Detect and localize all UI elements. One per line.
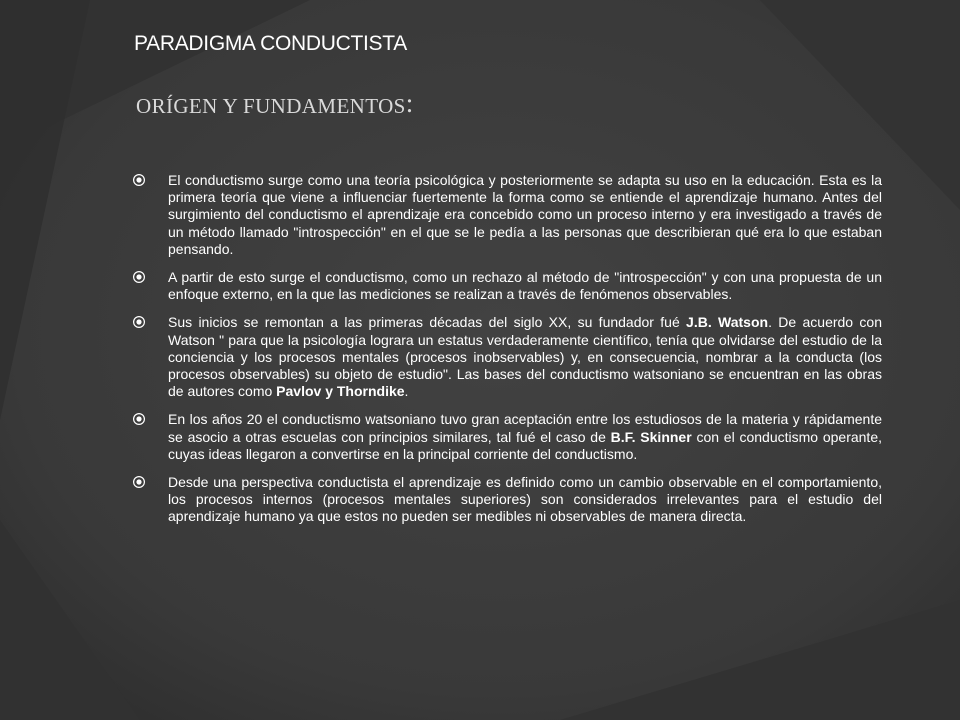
circle-bullet-icon: [132, 173, 146, 187]
bullet-item-5: [132, 474, 882, 526]
circle-bullet-icon: [132, 315, 146, 329]
bullet-text: .: [404, 383, 409, 400]
subtitle-text: ORÍGEN Y FUNDAMENTOS: [136, 94, 406, 118]
bullet-text: A partir de esto surge el conductismo, como un rechazo al método de "introspección" y con una propuesta de un enfoque externo, en la que las mediciones se realizan a través de fenómenos observables.: [168, 269, 882, 303]
circle-bullet-icon: [132, 270, 146, 284]
slide-title: PARADIGMA CONDUCTISTA: [134, 32, 407, 55]
slide-subtitle: [136, 88, 414, 119]
bullet-item-3: [132, 314, 882, 400]
bold-names-pavlov-thorndike: Pavlov y Thorndike: [276, 383, 405, 400]
bold-name-watson: J.B. Watson: [686, 314, 769, 331]
bullet-item-2: [132, 269, 882, 303]
circle-bullet-icon: [132, 412, 146, 426]
bullet-text: con el conductismo operante, cuyas ideas llegaron a convertirse en la principal corriente del conductismo.: [168, 428, 882, 462]
bullet-text: En los años 20 el conductismo watsoniano tuvo gran aceptación entre los estudiosos de la materia y rápidamente se asocio a otras escuelas con principios similares, tal fué el caso de: [168, 411, 882, 445]
circle-bullet-icon: [132, 475, 146, 489]
bullet-text: Sus inicios se remontan a las primeras décadas del siglo XX, su fundador fué: [168, 314, 687, 331]
bold-name-skinner: B.F. Skinner: [610, 428, 692, 445]
bullet-text: Desde una perspectiva conductista el aprendizaje es definido como un cambio observable en el comportamiento, los procesos internos (procesos mentales superiores) son considerados irrelevantes para el estudio del aprendizaje humano ya que estos no pueden ser medibles ni observables de manera directa.: [168, 474, 882, 525]
subtitle-colon: :: [405, 88, 414, 118]
bullet-text: . De acuerdo con Watson " para que la psicología lograra un estatus verdaderamente científico, tenía que olvidarse del estudio de la conciencia y los procesos mentales (procesos inobservables) y, en consecuencia, nombrar a la conducta (los procesos observables) su objeto de estudio". Las bases del conductismo watsoniano se encuentran en las obras de autores como: [168, 314, 882, 400]
bullet-list: [132, 172, 882, 537]
bullet-text: El conductismo surge como una teoría psicológica y posteriormente se adapta su uso en la educación. Esta es la primera teoría que viene a influenciar fuertemente la forma como se entiende el aprendizaje humano. Antes del surgimiento del conductismo el aprendizaje era concebido como un proceso interno y era investigado a través de un método llamado "introspección" en el que se le pedía a las personas que describieran qué era lo que estaban pensando.: [168, 172, 882, 257]
bullet-item-4: [132, 411, 882, 463]
bullet-item-1: [132, 172, 882, 258]
